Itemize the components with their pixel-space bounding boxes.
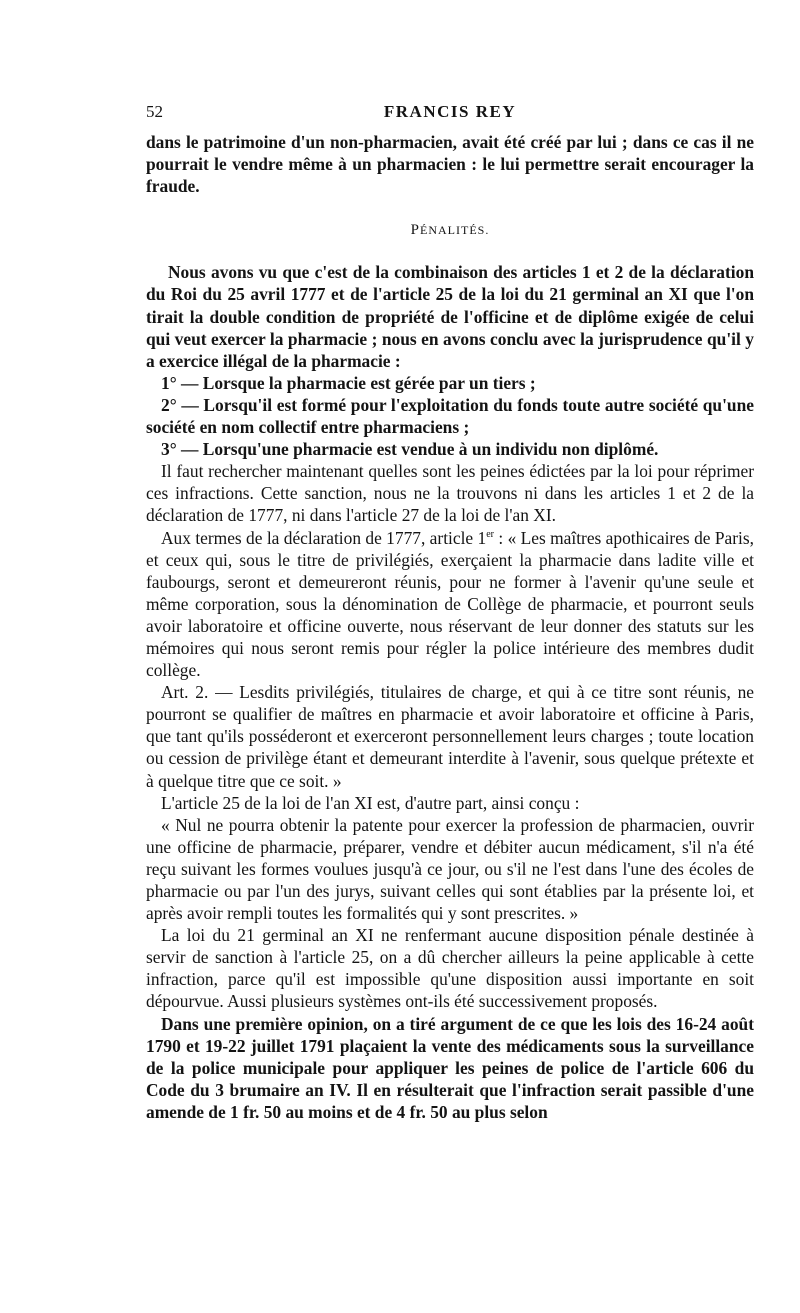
section-title-rest: ÉNALITÉS.: [420, 223, 490, 238]
list-item: 1° — Lorsque la pharmacie est gérée par un tiers ;: [161, 372, 536, 393]
paragraph-part: : « Les maîtres apothicaires de Paris, et ceux qui, sous le titre de privilégiés, exerçaient la pharmacie dans ladite ville et faubourgs, seront et demeureront réunis, pour ne former à l'avenir qu'une seule et même corporation, sous la dénomination de Collège de pharmacie, et pourront seuls avoir laboratoire et officine ouverte, nous réservant de leur donner des statuts sur les mémoires qui nous seront remis pour régler la police intérieure des membres dudit collège.: [146, 527, 754, 681]
quotation: « Nul ne pourra obtenir la patente pour exercer la profession de pharmacien, ouvrir une officine de pharmacie, préparer, vendre et débiter aucun médicament, s'il n'a été reçu suivant les formes voulues jusqu'à ce jour, ou s'il ne l'est dans l'une des écoles de pharmacie ou par l'un des jurys, suivant celles qui sont établies par la présente loi, et après avoir rempli toutes les formalités qui y sont prescrites. »: [146, 814, 754, 924]
paragraph: Il faut rechercher maintenant quelles sont les peines édictées par la loi pour réprimer ces infractions. Cette sanction, nous ne la trouvons ni dans les articles 1 et 2 de la déclaration de 1777, ni dans l'article 27 de la loi de l'an XI.: [146, 461, 754, 526]
paragraph: La loi du 21 germinal an XI ne renfermant aucune disposition pénale destinée à servir de sanction à l'article 25, on a dû chercher ailleurs la peine applicable à cette infraction, parce qu'il est impossible qu'une disposition aussi importante en soit dépourvue. Aussi plusieurs systèmes ont-ils été successivement proposés.: [146, 925, 754, 1012]
paragraph: Dans une première opinion, on a tiré argument de ce que les lois des 16-24 août 1790 et 19-22 juillet 1791 plaçaient la vente des médicaments sous la surveillance de la police municipale pour appliquer les peines de police de l'article 606 du Code du 3 brumaire an IV. Il en résulterait que l'infraction serait passible d'une amende de 1 fr. 50 au moins et de 4 fr. 50 au plus selon: [146, 1013, 754, 1122]
page-header: [146, 102, 754, 128]
paragraph-continuation: dans le patrimoine d'un non-pharmacien, avait été créé par lui ; dans ce cas il ne pourrait le vendre même à un pharmacien : le lui permettre serait encourager la fraude.: [146, 132, 754, 197]
list-item: 3° — Lorsqu'une pharmacie est vendue à un individu non diplômé.: [161, 439, 659, 460]
paragraph: [146, 527, 754, 682]
page-number: 52: [146, 102, 163, 121]
section-title: [146, 219, 754, 241]
paragraph: L'article 25 de la loi de l'an XI est, d'autre part, ainsi conçu :: [161, 792, 580, 813]
section-title-initial: P: [410, 222, 420, 239]
paragraph: Nous avons vu que c'est de la combinaison des articles 1 et 2 de la déclaration du Roi du 25 avril 1777 et de l'article 25 de la loi du 21 germinal an XI que l'on tirait la double condition de propriété de l'officine et de diplôme exigée de celui qui veut exercer la pharmacie ; nous en avons conclu avec la jurisprudence qu'il y a exercice illégal de la pharmacie :: [146, 262, 754, 371]
paragraph: Art. 2. — Lesdits privilégiés, titulaires de charge, et qui à ce titre sont réunis, ne pourront se qualifier de maîtres en pharmacie et avoir laboratoire et officine à Paris, que tant qu'ils posséderont et exerceront personnellement leurs charges ; toute location ou cession de privilège étant et demeurant interdite à l'avenir, sous quelque prétexte et à quelque titre que ce soit. »: [146, 682, 754, 791]
paragraph-part: Aux termes de la déclaration de 1777, article 1: [161, 527, 487, 548]
superscript: er: [486, 528, 494, 540]
list-item: 2° — Lorsqu'il est formé pour l'exploitation du fonds toute autre société qu'une société en nom collectif entre pharmaciens ;: [146, 394, 754, 438]
page-body: [146, 131, 754, 1123]
running-title: FRANCIS REY: [383, 102, 517, 121]
